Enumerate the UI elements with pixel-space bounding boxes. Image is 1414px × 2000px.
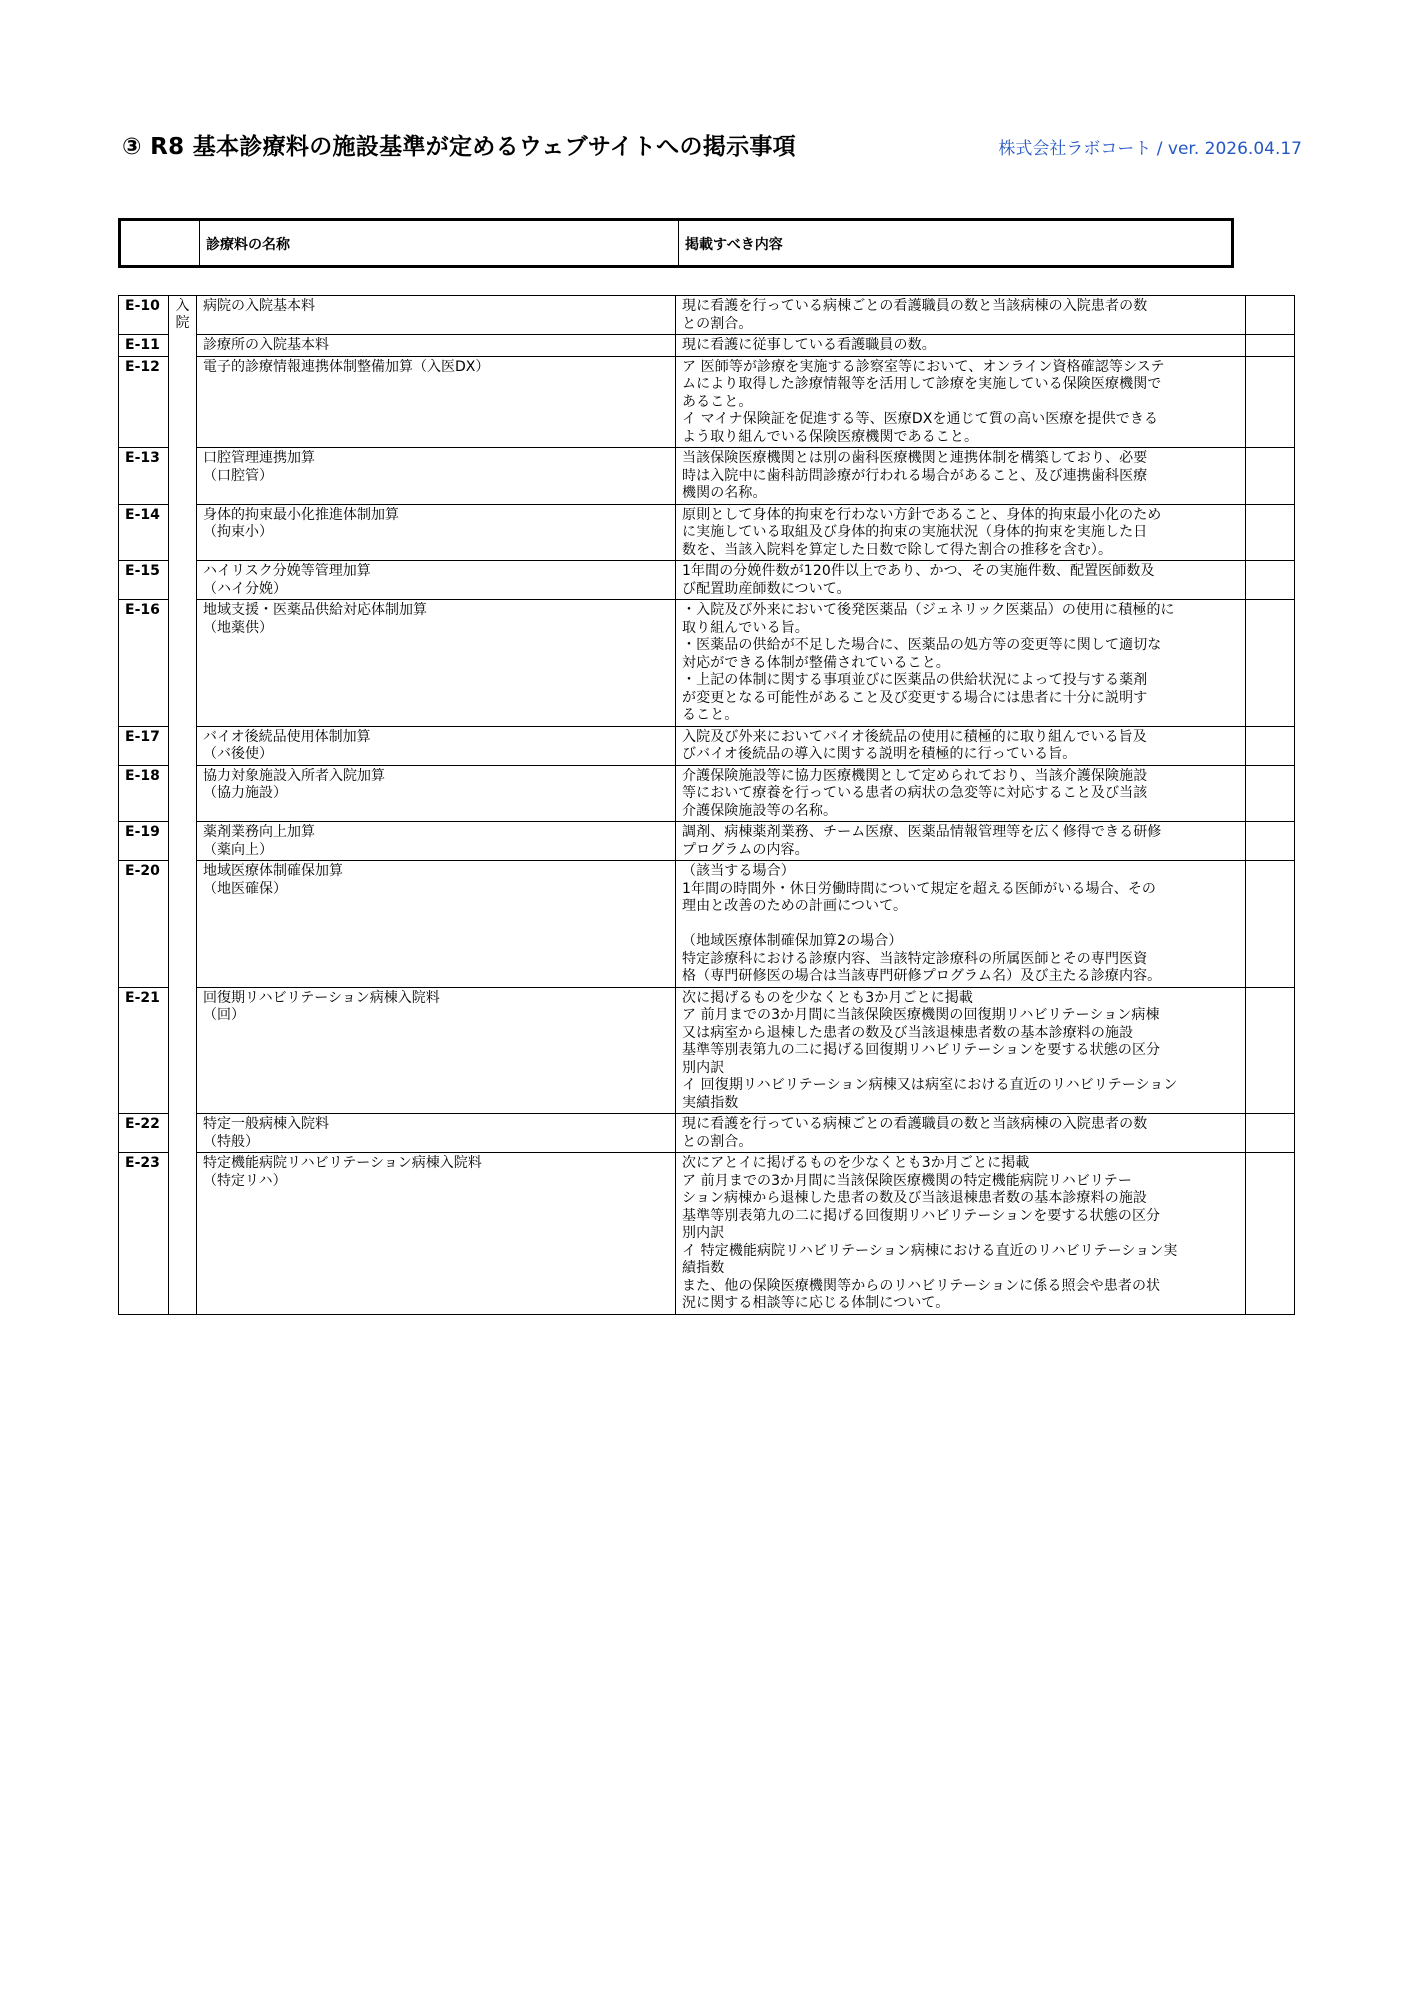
row-check-cell [1246, 1153, 1295, 1315]
content-line: 現に看護を行っている病棟ごとの看護職員の数と当該病棟の入院患者の数 [682, 298, 1148, 314]
content-line: イ 回復期リハビリテーション病棟又は病室における直近のリハビリテーション [682, 1077, 1178, 1093]
row-content [676, 987, 1246, 1114]
content-line: 別内訳 [682, 1059, 725, 1076]
content-line: 介護保険施設等に協力医療機関として定められており、当該介護保険施設 [682, 767, 1148, 784]
row-check-cell [1246, 504, 1295, 561]
name-line: （特般） [203, 1133, 259, 1150]
category-label: 入院 [175, 298, 190, 331]
row-check-cell [1246, 296, 1295, 335]
row-content [676, 765, 1246, 822]
content-line: 別内訳 [682, 1225, 725, 1241]
row-check-cell [1246, 600, 1295, 727]
row-name [197, 296, 676, 335]
name-line: （薬向上） [203, 841, 273, 858]
content-line: 原則として身体的拘束を行わない方針であること、身体的拘束最小化のため [682, 506, 1162, 523]
row-code: E-11 [119, 335, 169, 357]
row-code: E-16 [119, 600, 169, 727]
name-line: 身体的拘束最小化推進体制加算 [203, 506, 399, 523]
row-check-cell [1246, 861, 1295, 988]
row-content [676, 861, 1246, 988]
content-line: ・医薬品の供給が不足した場合に、医薬品の処方等の変更等に関して適切な [682, 637, 1162, 653]
content-line: 機関の名称。 [682, 485, 767, 501]
name-line: 診療所の入院基本料 [203, 337, 329, 353]
content-line: イ 特定機能病院リハビリテーション病棟における直近のリハビリテーション実 [682, 1242, 1178, 1259]
row-code: E-15 [119, 561, 169, 600]
row-check-cell [1246, 765, 1295, 822]
row-name [197, 448, 676, 505]
row-check-cell [1246, 822, 1295, 861]
category-cell [169, 296, 197, 1315]
table-row [119, 765, 1295, 822]
header-name-column: 診療料の名称 [200, 221, 679, 265]
row-check-cell [1246, 726, 1295, 765]
content-line: 1年間の分娩件数が120件以上であり、かつ、その実施件数、配置医師数及 [682, 563, 1155, 579]
content-line: 1年間の時間外・休日労働時間について規定を超える医師がいる場合、その [682, 880, 1157, 897]
content-line: ること。 [682, 707, 739, 723]
content-line: 等において療養を行っている患者の病状の急変等に対応すること及び当該 [682, 785, 1148, 801]
table-body [119, 296, 1295, 1315]
content-line: 入院及び外来においてバイオ後続品の使用に積極的に取り組んでいる旨及 [682, 728, 1147, 745]
header-content-column: 掲載すべき内容 [685, 237, 783, 253]
row-content [676, 356, 1246, 448]
content-line: 次にアとイに掲げるものを少なくとも3か月ごとに掲載 [682, 1155, 1030, 1171]
table-row [119, 726, 1295, 765]
content-line: 格（専門研修医の場合は当該専門研修プログラム名）及び主たる診療内容。 [682, 968, 1162, 984]
row-code: E-13 [119, 448, 169, 505]
table-row [119, 335, 1295, 357]
row-name [197, 356, 676, 448]
row-content [676, 504, 1246, 561]
name-line: 地域医療体制確保加算 [203, 863, 343, 879]
table-row [119, 1153, 1295, 1315]
row-check-cell [1246, 1114, 1295, 1153]
row-code: E-21 [119, 987, 169, 1114]
row-content [676, 448, 1246, 505]
name-line: 協力対象施設入所者入院加算 [203, 767, 385, 784]
table-row [119, 822, 1295, 861]
content-line: ション病棟から退棟した患者の数及び当該退棟患者数の基本診療料の施設 [682, 1190, 1148, 1206]
name-line: ハイリスク分娩等管理加算 [203, 563, 371, 579]
content-line: との割合。 [682, 315, 753, 332]
content-line: （該当する場合） [682, 863, 795, 879]
name-line: （地医確保） [203, 880, 287, 897]
content-line: ・上記の体制に関する事項並びに医薬品の供給状況によって投与する薬剤 [682, 672, 1148, 688]
facility-standards-table [118, 295, 1295, 1315]
content-line: 時は入院中に歯科訪問診療が行われる場合があること、及び連携歯科医療 [682, 467, 1148, 484]
row-content [676, 1114, 1246, 1153]
name-line: 特定一般病棟入院料 [203, 1116, 329, 1132]
row-content [676, 822, 1246, 861]
name-line: 回復期リハビリテーション病棟入院料 [203, 989, 440, 1006]
content-line: （地域医療体制確保加算2の場合） [682, 933, 903, 949]
content-line: 況に関する相談等に応じる体制について。 [682, 1295, 950, 1311]
row-content [676, 1153, 1246, 1315]
row-code: E-18 [119, 765, 169, 822]
name-line: （回） [203, 1007, 245, 1023]
name-line: 電子的診療情報連携体制整備加算（入医DX） [203, 358, 490, 375]
row-content [676, 600, 1246, 727]
header-code-cell [121, 221, 200, 265]
content-line: 績指数 [682, 1260, 725, 1276]
row-code: E-14 [119, 504, 169, 561]
content-line: 理由と改善のための計画について。 [682, 898, 908, 914]
name-line: バイオ後続品使用体制加算 [203, 728, 371, 745]
row-name [197, 1114, 676, 1153]
content-line: イ マイナ保険証を促進する等、医療DXを通じて質の高い医療を提供できる [682, 411, 1159, 427]
table-row [119, 861, 1295, 988]
row-check-cell [1246, 987, 1295, 1114]
row-name [197, 987, 676, 1114]
table-row [119, 296, 1295, 335]
name-line: （拘束小） [203, 524, 273, 540]
row-name [197, 726, 676, 765]
content-line: また、他の保険医療機関等からのリハビリテーションに係る照会や患者の状 [682, 1277, 1161, 1294]
content-line: 基準等別表第九の二に掲げる回復期リハビリテーションを要する状態の区分 [682, 1207, 1161, 1224]
content-line: ア 前月までの3か月間に当該保険医療機関の特定機能病院リハビリテー [682, 1172, 1132, 1189]
row-name [197, 504, 676, 561]
content-line: 当該保険医療機関とは別の歯科医療機関と連携体制を構築しており、必要 [682, 450, 1148, 466]
content-line: との割合。 [682, 1133, 753, 1150]
table-row [119, 356, 1295, 448]
row-name [197, 1153, 676, 1315]
row-code: E-17 [119, 726, 169, 765]
row-content [676, 296, 1246, 335]
content-line: 次に掲げるものを少なくとも3か月ごとに掲載 [682, 989, 974, 1006]
content-line: 実績指数 [682, 1094, 739, 1111]
row-code: E-23 [119, 1153, 169, 1315]
content-line: 基準等別表第九の二に掲げる回復期リハビリテーションを要する状態の区分 [682, 1042, 1161, 1058]
content-line: よう取り組んでいる保険医療機関であること。 [682, 428, 979, 445]
content-line: 調剤、病棟薬剤業務、チーム医療、医薬品情報管理等を広く修得できる研修 [682, 824, 1162, 840]
row-name [197, 822, 676, 861]
row-code: E-10 [119, 296, 169, 335]
content-line: プログラムの内容。 [682, 841, 809, 858]
row-code: E-20 [119, 861, 169, 988]
name-line: 地域支援・医薬品供給対応体制加算 [203, 602, 427, 618]
content-line: ・入院及び外来において後発医薬品（ジェネリック医薬品）の使用に積極的に [682, 602, 1175, 618]
content-line: が変更となる可能性があること及び変更する場合には患者に十分に説明す [682, 689, 1148, 706]
content-line: 又は病室から退棟した患者の数及び当該退棟患者数の基本診療料の施設 [682, 1024, 1134, 1041]
table-row [119, 561, 1295, 600]
row-name [197, 600, 676, 727]
table-header [118, 218, 1234, 268]
row-code: E-22 [119, 1114, 169, 1153]
row-name [197, 765, 676, 822]
table-row [119, 448, 1295, 505]
content-line: 現に看護に従事している看護職員の数。 [682, 337, 936, 353]
row-check-cell [1246, 356, 1295, 448]
content-line: 対応ができる体制が整備されていること。 [682, 654, 950, 671]
content-line: び配置助産師数について。 [682, 580, 851, 597]
content-line: ムにより取得した診療情報等を活用して診療を実施している保険医療機関で [682, 376, 1162, 392]
content-line: 特定診療科における診療内容、当該特定診療科の所属医師とその専門医資 [682, 950, 1148, 967]
name-line: 薬剤業務向上加算 [203, 824, 315, 840]
row-name [197, 861, 676, 988]
row-check-cell [1246, 561, 1295, 600]
content-line: 数を、当該入院料を算定した日数で除して得た割合の推移を含む）。 [682, 541, 1113, 558]
name-line: （口腔管） [203, 467, 273, 484]
content-line: に実施している取組及び身体的拘束の実施状況（身体的拘束を実施した日 [682, 524, 1148, 540]
row-name [197, 561, 676, 600]
name-line: （バ後使） [203, 746, 273, 762]
name-line: 口腔管理連携加算 [203, 450, 315, 466]
row-content [676, 726, 1246, 765]
row-content [676, 335, 1246, 357]
page-title: ③ R8 基本診療料の施設基準が定めるウェブサイトへの掲示事項 [122, 134, 796, 160]
content-line: あること。 [682, 393, 753, 410]
row-content [676, 561, 1246, 600]
content-line: ア 前月までの3か月間に当該保険医療機関の回復期リハビリテーション病棟 [682, 1007, 1160, 1023]
name-line: 特定機能病院リハビリテーション病棟入院料 [203, 1155, 482, 1171]
table-row [119, 504, 1295, 561]
content-line: 介護保険施設等の名称。 [682, 802, 838, 819]
company-version-label: 株式会社ラボコート / ver. 2026.04.17 [998, 139, 1302, 159]
row-name [197, 335, 676, 357]
table-row [119, 600, 1295, 727]
row-check-cell [1246, 335, 1295, 357]
name-line: （協力施設） [203, 785, 287, 801]
name-line: （ハイ分娩） [203, 580, 287, 597]
table-row [119, 987, 1295, 1114]
table-row [119, 1114, 1295, 1153]
content-line: びバイオ後続品の導入に関する説明を積極的に行っている旨。 [682, 746, 1077, 762]
content-line: 現に看護を行っている病棟ごとの看護職員の数と当該病棟の入院患者の数 [682, 1116, 1148, 1132]
content-line: 取り組んでいる旨。 [682, 619, 809, 636]
content-line [682, 916, 1239, 934]
name-line: （地薬供） [203, 619, 273, 636]
content-line: ア 医師等が診療を実施する診察室等において、オンライン資格確認等システ [682, 358, 1165, 375]
name-line: 病院の入院基本料 [203, 298, 315, 314]
row-check-cell [1246, 448, 1295, 505]
name-line: （特定リハ） [203, 1172, 287, 1189]
row-code: E-19 [119, 822, 169, 861]
row-code: E-12 [119, 356, 169, 448]
